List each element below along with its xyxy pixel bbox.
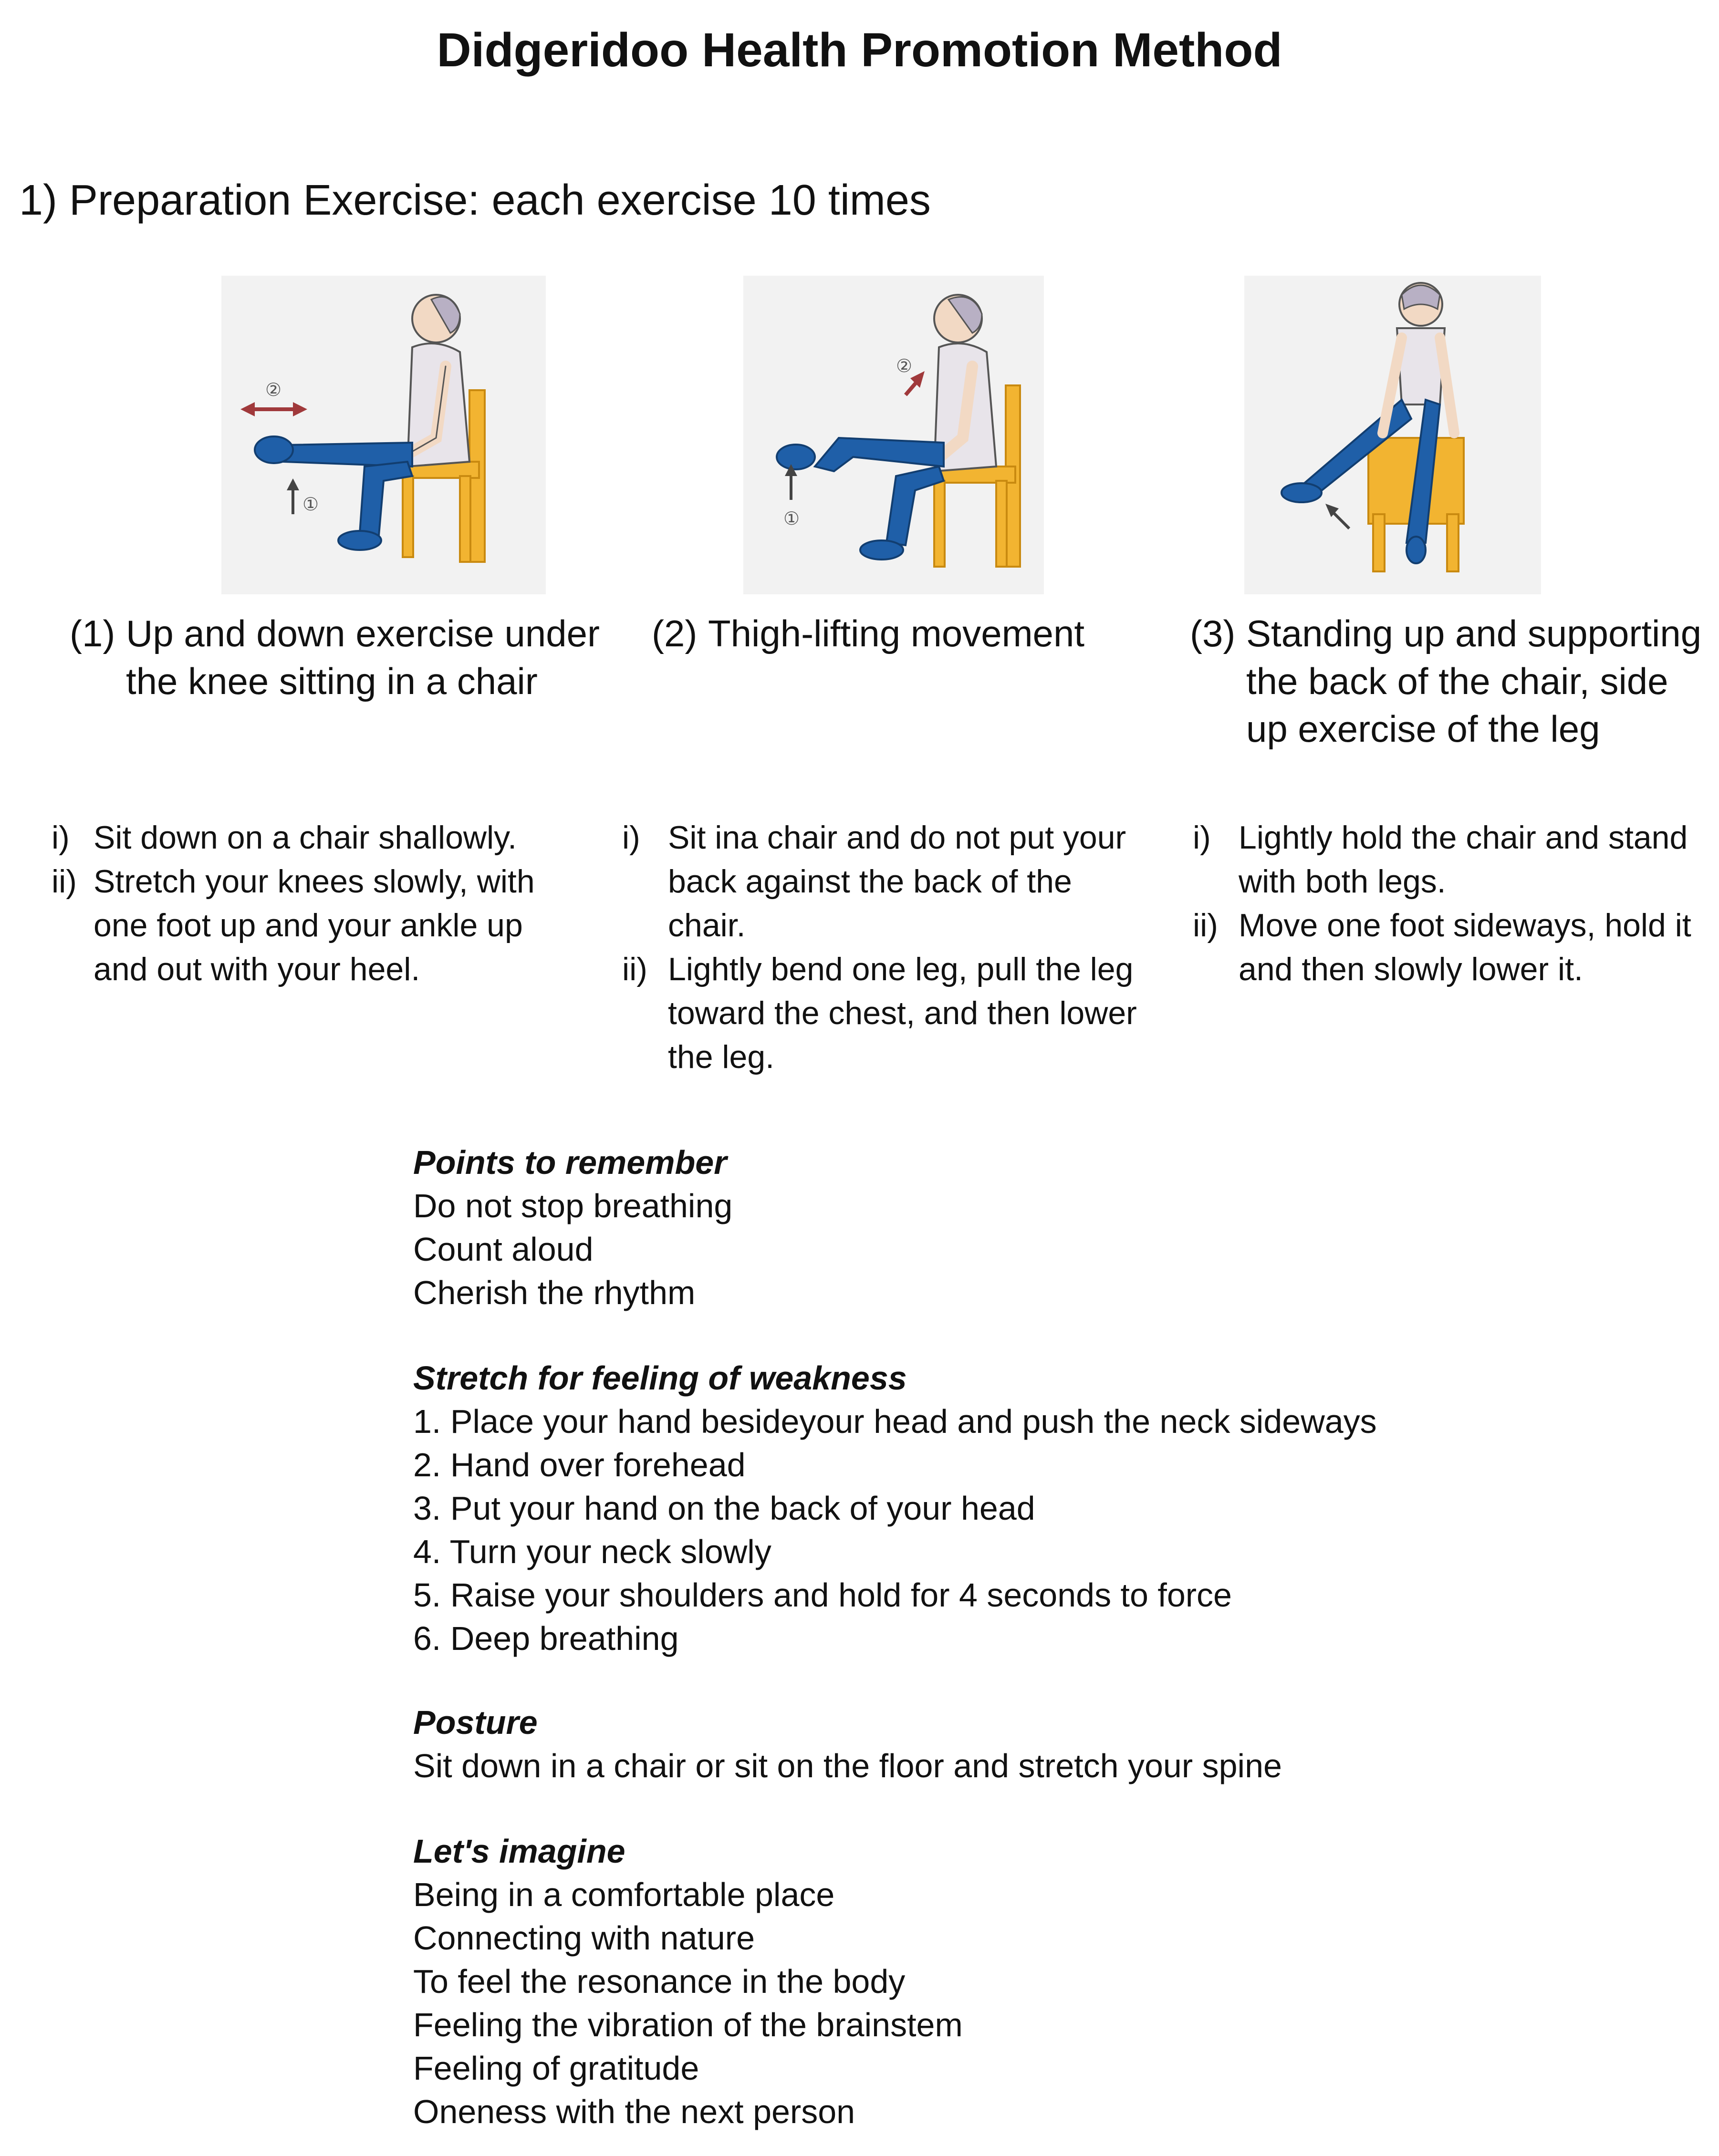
list-item: Oneness with the next person — [413, 2093, 855, 2130]
step-number: ii) — [1193, 907, 1218, 943]
list-item: Feeling the vibration of the brainstem — [413, 2006, 963, 2043]
step-item — [622, 816, 1147, 947]
exercise-1-steps — [52, 816, 567, 991]
seated-knee-extension-figure-icon — [221, 276, 546, 594]
figure-label-1: ① — [783, 509, 800, 529]
exercise-caption-text: Standing up and supporting the back of the chair, side up exercise of the leg — [1246, 612, 1702, 750]
step-item — [52, 816, 567, 860]
exercise-3-caption — [1190, 610, 1705, 762]
step-item — [1193, 816, 1708, 903]
points-heading: Points to remember — [413, 1144, 727, 1181]
section-heading: 1) Preparation Exercise: each exercise 10 times — [19, 176, 931, 224]
step-text: Lightly bend one leg, pull the leg toward the chest, and then lower the leg. — [668, 951, 1137, 1075]
exercise-1-caption — [70, 610, 600, 762]
step-number: ii) — [622, 951, 647, 987]
step-item — [622, 947, 1147, 1079]
list-item: 5. Raise your shoulders and hold for 4 seconds to force — [413, 1576, 1232, 1614]
step-text: Sit down on a chair shallowly. — [94, 819, 517, 856]
figure-label-2: ② — [896, 356, 913, 376]
imagine-heading: Let's imagine — [413, 1833, 625, 1870]
step-number: i) — [52, 819, 70, 856]
posture-heading: Posture — [413, 1704, 538, 1741]
exercise-number: (3) — [1190, 612, 1236, 654]
exercise-3-steps — [1193, 816, 1708, 991]
exercise-2-caption — [652, 610, 1129, 667]
exercise-2-steps — [622, 816, 1147, 1079]
stretch-heading: Stretch for feeling of weakness — [413, 1359, 907, 1397]
exercise-number: (1) — [70, 612, 115, 654]
points-to-remember — [413, 1141, 732, 1315]
list-item: Cherish the rhythm — [413, 1274, 696, 1311]
page-title: Didgeridoo Health Promotion Method — [437, 23, 1282, 77]
exercise-caption-text: Thigh-lifting movement — [708, 612, 1084, 654]
lets-imagine — [413, 1830, 963, 2134]
step-number: i) — [622, 819, 640, 856]
step-text: Sit ina chair and do not put your back against the back of the chair. — [668, 819, 1126, 943]
list-item: Feeling of gratitude — [413, 2050, 699, 2087]
list-item: 6. Deep breathing — [413, 1620, 679, 1657]
step-number: i) — [1193, 819, 1211, 856]
list-item: Being in a comfortable place — [413, 1876, 835, 1913]
step-text: Move one foot sideways, hold it and then slowly lower it. — [1239, 907, 1691, 987]
list-item: Sit down in a chair or sit on the floor and stretch your spine — [413, 1747, 1282, 1784]
seated-thigh-lift-figure-icon — [743, 276, 1044, 594]
step-item — [52, 860, 567, 991]
list-item: Do not stop breathing — [413, 1187, 733, 1224]
list-item: 3. Put your hand on the back of your head — [413, 1490, 1035, 1527]
list-item: Connecting with nature — [413, 1919, 755, 1957]
stretch-for-weakness — [413, 1357, 1377, 1660]
list-item: Count aloud — [413, 1231, 594, 1268]
step-text: Stretch your knees slowly, with one foot up and your ankle up and out with your heel. — [94, 863, 535, 987]
figure-label-1: ① — [302, 495, 319, 515]
list-item: To feel the resonance in the body — [413, 1963, 906, 2000]
list-item: 1. Place your hand besideyour head and push the neck sideways — [413, 1403, 1377, 1440]
list-item: 4. Turn your neck slowly — [413, 1533, 771, 1570]
exercise-number: (2) — [652, 612, 698, 654]
step-text: Lightly hold the chair and stand with both legs. — [1239, 819, 1688, 900]
figure-label-2: ② — [265, 380, 282, 400]
list-item: 2. Hand over forehead — [413, 1446, 746, 1483]
posture — [413, 1701, 1282, 1788]
standing-side-leg-raise-figure-icon — [1244, 276, 1541, 594]
step-item — [1193, 903, 1708, 991]
step-number: ii) — [52, 863, 77, 900]
exercise-caption-text: Up and down exercise under the knee sitting in a chair — [126, 612, 600, 702]
